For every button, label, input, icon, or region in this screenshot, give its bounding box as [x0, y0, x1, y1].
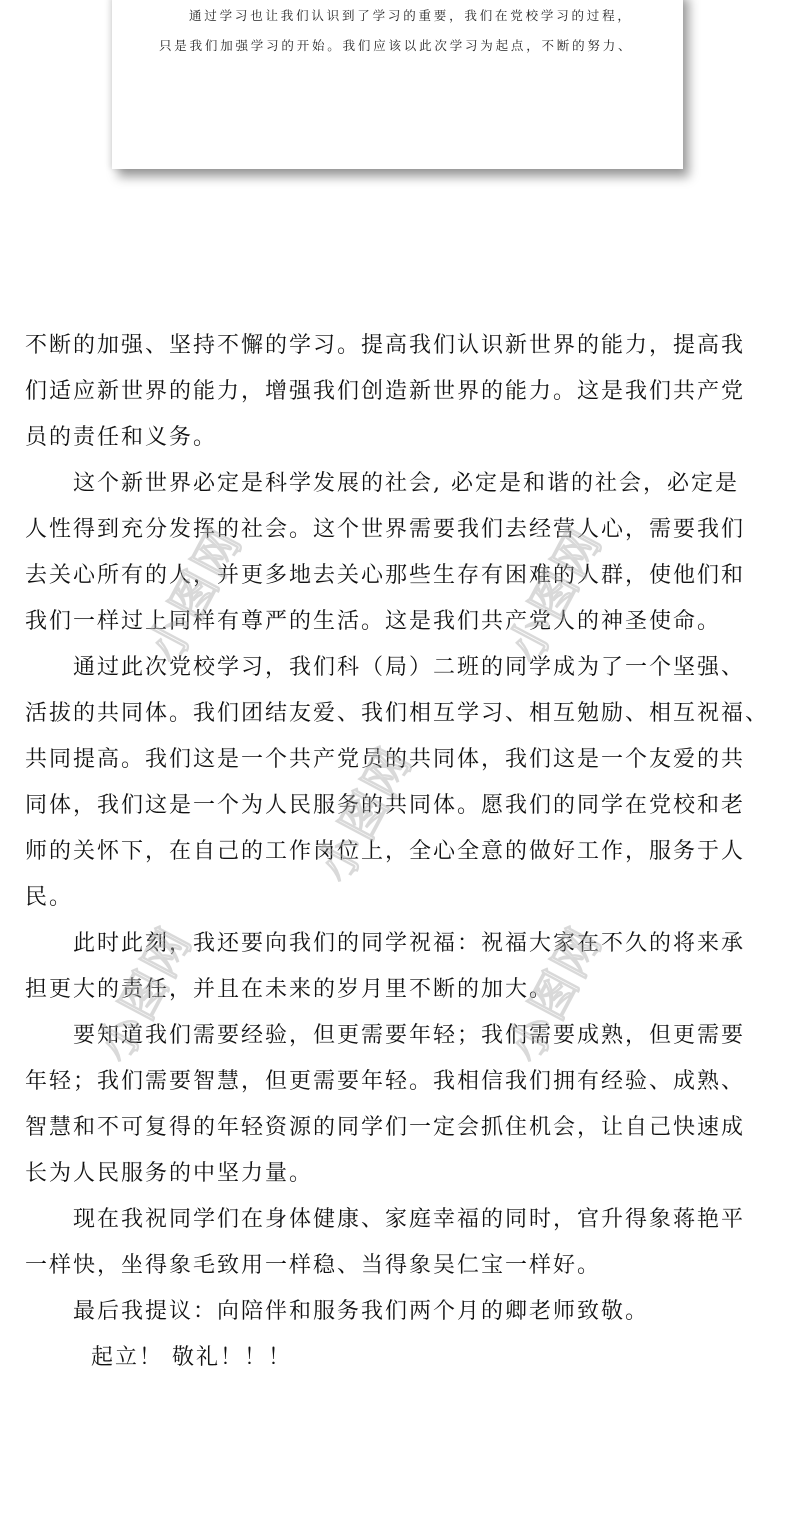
- watermark-text: 小图网: [497, 918, 613, 1071]
- body-line: 共同提高。我们这是一个共产党员的共同体，我们这是一个友爱的共: [25, 747, 746, 772]
- body-line: 们适应新世界的能力，增强我们创造新世界的能力。这是我们共产党: [25, 379, 746, 404]
- body-line: 民。: [25, 885, 74, 910]
- body-line: 师的关怀下，在自己的工作岗位上，全心全意的做好工作，服务于人: [25, 839, 746, 864]
- body-line: 一样快，坐得象毛致用一样稳、当得象吴仁宝一样好。: [25, 1253, 602, 1278]
- body-line: 员的责任和义务。: [25, 425, 218, 450]
- body-line: 担更大的责任，并且在未来的岁月里不断的加大。: [25, 977, 554, 1002]
- paragraph-start-line: 现在我祝同学们在身体健康、家庭幸福的同时，官升得象蒋艳平: [73, 1207, 746, 1232]
- body-line: 活拔的共同体。我们团结友爱、我们相互学习、相互勉励、相互祝福、: [25, 701, 770, 726]
- card-text-line: 只是我们加强学习的开始。我们应该以此次学习为起点，不断的努力、: [159, 38, 634, 53]
- paragraph-start-line: 最后我提议：向陪伴和服务我们两个月的卿老师致敬。: [73, 1299, 650, 1324]
- document-body: [25, 332, 785, 1390]
- paragraph-start-line: 这个新世界必定是科学发展的社会, 必定是和谐的社会，必定是: [73, 471, 739, 496]
- watermark-text: 小图网: [137, 518, 253, 671]
- body-line: 去关心所有的人，并更多地去关心那些生存有困难的人群，使他们和: [25, 563, 746, 588]
- body-line: 同体，我们这是一个为人民服务的共同体。愿我们的同学在党校和老: [25, 793, 746, 818]
- watermark-text: 小图网: [307, 738, 423, 891]
- paragraph-start-line: 此时此刻，我还要向我们的同学祝福：祝福大家在不久的将来承: [73, 931, 746, 956]
- body-line: 人性得到充分发挥的社会。这个世界需要我们去经营人心，需要我们: [25, 517, 746, 542]
- paragraph-start-line: 通过此次党校学习，我们科（局）二班的同学成为了一个坚强、: [73, 655, 746, 680]
- paragraph-start-line: 要知道我们需要经验，但更需要年轻；我们需要成熟，但更需要: [73, 1023, 746, 1048]
- watermark-text: 小图网: [87, 918, 203, 1071]
- closing-salute-line: 起立！ 敬礼！！！: [91, 1345, 292, 1370]
- body-line: 年轻；我们需要智慧，但更需要年轻。我相信我们拥有经验、成熟、: [25, 1069, 746, 1094]
- card-text-line: 通过学习也让我们认识到了学习的重要，我们在党校学习的过程，: [189, 8, 633, 23]
- body-line: 我们一样过上同样有尊严的生活。这是我们共产党人的神圣使命。: [25, 609, 722, 634]
- document-preview-card: [112, 0, 683, 169]
- watermark-text: 小图网: [497, 518, 613, 671]
- body-line: 不断的加强、坚持不懈的学习。提高我们认识新世界的能力，提高我: [25, 333, 746, 358]
- body-line: 智慧和不可复得的年轻资源的同学们一定会抓住机会，让自己快速成: [25, 1115, 746, 1140]
- body-line: 长为人民服务的中坚力量。: [25, 1161, 314, 1186]
